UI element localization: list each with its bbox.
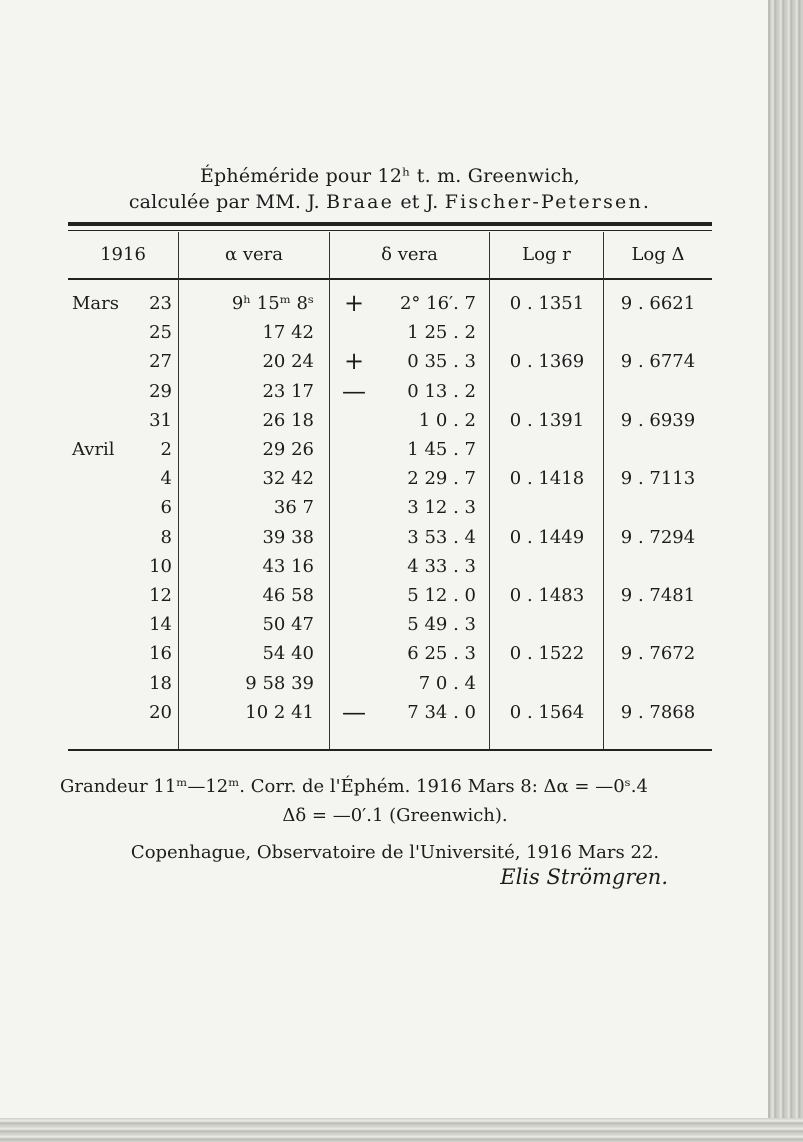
log-r-cell: 0 . 1418 xyxy=(509,468,585,489)
day-cell: 18 xyxy=(149,673,172,694)
book-edge-right xyxy=(770,0,803,1142)
log-delta-cell: 9 . 6621 xyxy=(620,293,696,314)
alpha-cell: 39 38 xyxy=(262,527,314,548)
sign-cell: — xyxy=(342,377,366,405)
sign-cell: — xyxy=(342,698,366,726)
log-r-cell: 0 . 1449 xyxy=(509,527,585,548)
book-edge-bottom xyxy=(0,1118,803,1142)
day-cell: 16 xyxy=(149,643,172,664)
log-r-cell: 0 . 1564 xyxy=(509,702,585,723)
header-log-delta: Log Δ xyxy=(631,244,685,265)
log-r-cell: 0 . 1391 xyxy=(509,410,585,431)
ephemeris-authors: calculée par MM. J. Braae et J. Fischer-Petersen. xyxy=(128,191,652,213)
log-delta-cell: 9 . 7113 xyxy=(620,468,696,489)
alpha-cell: 26 18 xyxy=(262,410,314,431)
delta-cell: 0 13 . 2 xyxy=(407,381,476,402)
delta-cell: 5 12 . 0 xyxy=(407,585,476,606)
delta-cell: 2° 16′. 7 xyxy=(399,293,476,314)
footer-place-date: Copenhague, Observatoire de l'Université, 1916 Mars 22. xyxy=(130,842,660,863)
author-signature: Elis Strömgren. xyxy=(500,865,668,889)
log-r-cell: 0 . 1522 xyxy=(509,643,585,664)
sign-cell: + xyxy=(343,347,365,375)
table-bottom-rule xyxy=(68,749,712,751)
alpha-cell: 36 7 xyxy=(273,497,314,518)
header-delta: δ vera xyxy=(381,244,438,265)
alpha-cell: 29 26 xyxy=(262,439,314,460)
month-cell: Avril xyxy=(72,439,115,460)
alpha-cell: 23 17 xyxy=(262,381,314,402)
day-cell: 12 xyxy=(149,585,172,606)
day-cell: 23 xyxy=(149,293,172,314)
log-r-cell: 0 . 1351 xyxy=(509,293,585,314)
delta-cell: 6 25 . 3 xyxy=(407,643,476,664)
delta-cell: 3 53 . 4 xyxy=(407,527,476,548)
alpha-cell: 17 42 xyxy=(262,322,314,343)
alpha-cell: 32 42 xyxy=(262,468,314,489)
alpha-cell: 9 58 39 xyxy=(245,673,314,694)
day-cell: 27 xyxy=(149,351,172,372)
day-cell: 6 xyxy=(160,497,172,518)
alpha-cell: 54 40 xyxy=(262,643,314,664)
day-cell: 31 xyxy=(149,410,172,431)
footer-magnitude-correction: Grandeur 11ᵐ—12ᵐ. Corr. de l'Éphém. 1916 Mars 8: Δα = —0ˢ.4 xyxy=(60,776,648,797)
delta-cell: 4 33 . 3 xyxy=(407,556,476,577)
alpha-cell: 10 2 41 xyxy=(245,702,314,723)
day-cell: 14 xyxy=(149,614,172,635)
log-delta-cell: 9 . 6774 xyxy=(620,351,696,372)
delta-cell: 0 35 . 3 xyxy=(407,351,476,372)
delta-cell: 1 25 . 2 xyxy=(407,322,476,343)
column-divider xyxy=(178,232,179,749)
footer-declination-correction: Δδ = —0′.1 (Greenwich). xyxy=(282,805,508,826)
delta-cell: 7 0 . 4 xyxy=(418,673,476,694)
delta-cell: 1 0 . 2 xyxy=(418,410,476,431)
alpha-cell: 46 58 xyxy=(262,585,314,606)
sign-cell: + xyxy=(343,289,365,317)
header-log-r: Log r xyxy=(522,244,571,265)
log-delta-cell: 9 . 7672 xyxy=(620,643,696,664)
alpha-cell: 43 16 xyxy=(262,556,314,577)
log-delta-cell: 9 . 6939 xyxy=(620,410,696,431)
log-delta-cell: 9 . 7868 xyxy=(620,702,696,723)
header-year: 1916 xyxy=(100,244,146,265)
column-divider xyxy=(329,232,330,749)
day-cell: 20 xyxy=(149,702,172,723)
delta-cell: 1 45 . 7 xyxy=(407,439,476,460)
alpha-cell: 20 24 xyxy=(262,351,314,372)
log-delta-cell: 9 . 7481 xyxy=(620,585,696,606)
month-cell: Mars xyxy=(72,293,120,314)
ephemeris-title: Éphéméride pour 12ʰ t. m. Greenwich, xyxy=(199,165,581,187)
delta-cell: 2 29 . 7 xyxy=(407,468,476,489)
alpha-cell: 50 47 xyxy=(262,614,314,635)
delta-cell: 7 34 . 0 xyxy=(407,702,476,723)
header-rule xyxy=(68,278,712,280)
log-delta-cell: 9 . 7294 xyxy=(620,527,696,548)
delta-cell: 3 12 . 3 xyxy=(407,497,476,518)
alpha-cell: 9ʰ 15ᵐ 8ˢ xyxy=(231,293,314,314)
table-top-rule-thin xyxy=(68,230,712,231)
column-divider xyxy=(489,232,490,749)
day-cell: 2 xyxy=(160,439,172,460)
day-cell: 10 xyxy=(149,556,172,577)
table-top-rule xyxy=(68,222,712,226)
column-divider xyxy=(603,232,604,749)
log-r-cell: 0 . 1483 xyxy=(509,585,585,606)
day-cell: 4 xyxy=(160,468,172,489)
log-r-cell: 0 . 1369 xyxy=(509,351,585,372)
day-cell: 29 xyxy=(149,381,172,402)
header-alpha: α vera xyxy=(224,244,284,265)
delta-cell: 5 49 . 3 xyxy=(407,614,476,635)
day-cell: 8 xyxy=(160,527,172,548)
day-cell: 25 xyxy=(149,322,172,343)
